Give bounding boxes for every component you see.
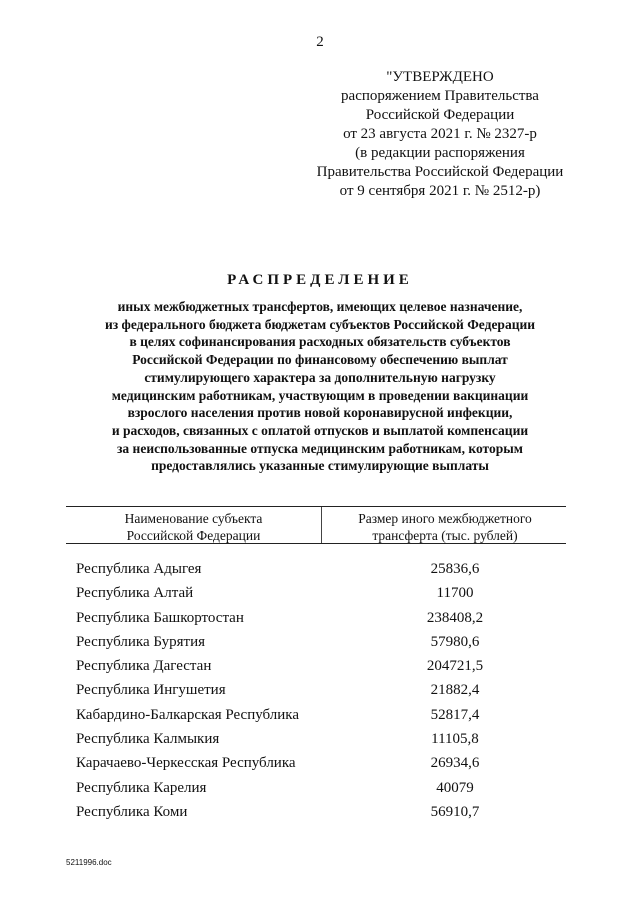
subject-name: Республика Ингушетия (76, 682, 226, 699)
document-subtitle (40, 298, 600, 475)
header-line: Размер иного межбюджетного (358, 511, 532, 526)
subject-name: Республика Коми (76, 803, 188, 820)
table-row (76, 779, 576, 803)
approval-line: от 23 августа 2021 г. № 2327-р (343, 126, 537, 142)
approval-line: (в редакции распоряжения (355, 145, 525, 161)
header-line: трансферта (тыс. рублей) (372, 528, 518, 543)
subtitle-line: иных межбюджетных трансфертов, имеющих целевое назначение, (117, 299, 523, 314)
table-body (76, 560, 576, 827)
header-line: Наименование субъекта (124, 511, 263, 526)
header-subject-name (66, 510, 321, 544)
table-row (76, 560, 576, 584)
page-number: 2 (316, 34, 324, 50)
file-reference: 5211996.doc (66, 858, 112, 867)
approval-line: "УТВЕРЖДЕНО (386, 69, 494, 85)
subtitle-line: и расходов, связанных с оплатой отпусков и выплатой компенсации (111, 422, 529, 438)
column-divider (321, 507, 322, 543)
subtitle-line: предоставлялись указанные стимулирующие выплаты (151, 458, 489, 474)
table-row (76, 803, 576, 827)
approval-line: Правительства Российской Федерации (316, 164, 564, 180)
subject-name: Карачаево-Черкесская Республика (76, 755, 296, 772)
transfer-amount: 11105,8 (431, 731, 479, 748)
subtitle-line: медицинским работникам, участвующим в проведении вакцинации (111, 387, 529, 403)
document-title: РАСПРЕДЕЛЕНИЕ (227, 272, 413, 288)
table-row (76, 730, 576, 754)
transfer-amount: 204721,5 (426, 658, 484, 675)
subject-name: Республика Бурятия (76, 633, 206, 650)
subtitle-line: взрослого населения против новой коронавирусной инфекции, (127, 405, 513, 421)
transfer-amount: 238408,2 (426, 609, 484, 626)
subject-name: Кабардино-Балкарская Республика (76, 706, 300, 723)
subtitle-line: за неиспользованные отпуска медицинским работникам, которым (117, 440, 523, 456)
subtitle-line: Российской Федерации по финансовому обеспечению выплат (132, 352, 508, 368)
subtitle-line: из федерального бюджета бюджетам субъектов Российской Федерации (104, 316, 536, 332)
table-header (66, 506, 566, 544)
transfer-amount: 57980,6 (430, 633, 480, 650)
approval-line: распоряжением Правительства (341, 88, 539, 104)
subject-name: Республика Алтай (76, 585, 194, 602)
transfer-amount: 26934,6 (430, 755, 480, 772)
transfer-amount: 11700 (436, 585, 474, 602)
subtitle-line: в целях софинансирования расходных обязательств субъектов (129, 334, 511, 350)
approval-line: Российской Федерации (365, 107, 515, 123)
transfer-amount: 25836,6 (430, 561, 480, 577)
subject-name: Республика Калмыкия (76, 731, 220, 748)
subject-name: Республика Карелия (76, 779, 207, 796)
table-row (76, 633, 576, 657)
header-transfer-amount (324, 510, 566, 544)
transfer-amount: 52817,4 (430, 706, 480, 723)
table-row (76, 609, 576, 633)
transfer-amount: 40079 (436, 779, 474, 796)
approval-block (300, 68, 580, 201)
subject-name: Республика Адыгея (76, 561, 202, 577)
table-row (76, 681, 576, 705)
transfer-amount: 21882,4 (430, 682, 480, 699)
table-row (76, 754, 576, 778)
transfer-amount: 56910,7 (430, 803, 480, 820)
table-row (76, 706, 576, 730)
header-line: Российской Федерации (126, 528, 261, 543)
table-row (76, 584, 576, 608)
subtitle-line: стимулирующего характера за дополнительную нагрузку (144, 369, 496, 385)
subject-name: Республика Башкортостан (76, 609, 244, 626)
approval-line: от 9 сентября 2021 г. № 2512-р) (339, 183, 541, 199)
table-row (76, 657, 576, 681)
subject-name: Республика Дагестан (76, 658, 212, 675)
